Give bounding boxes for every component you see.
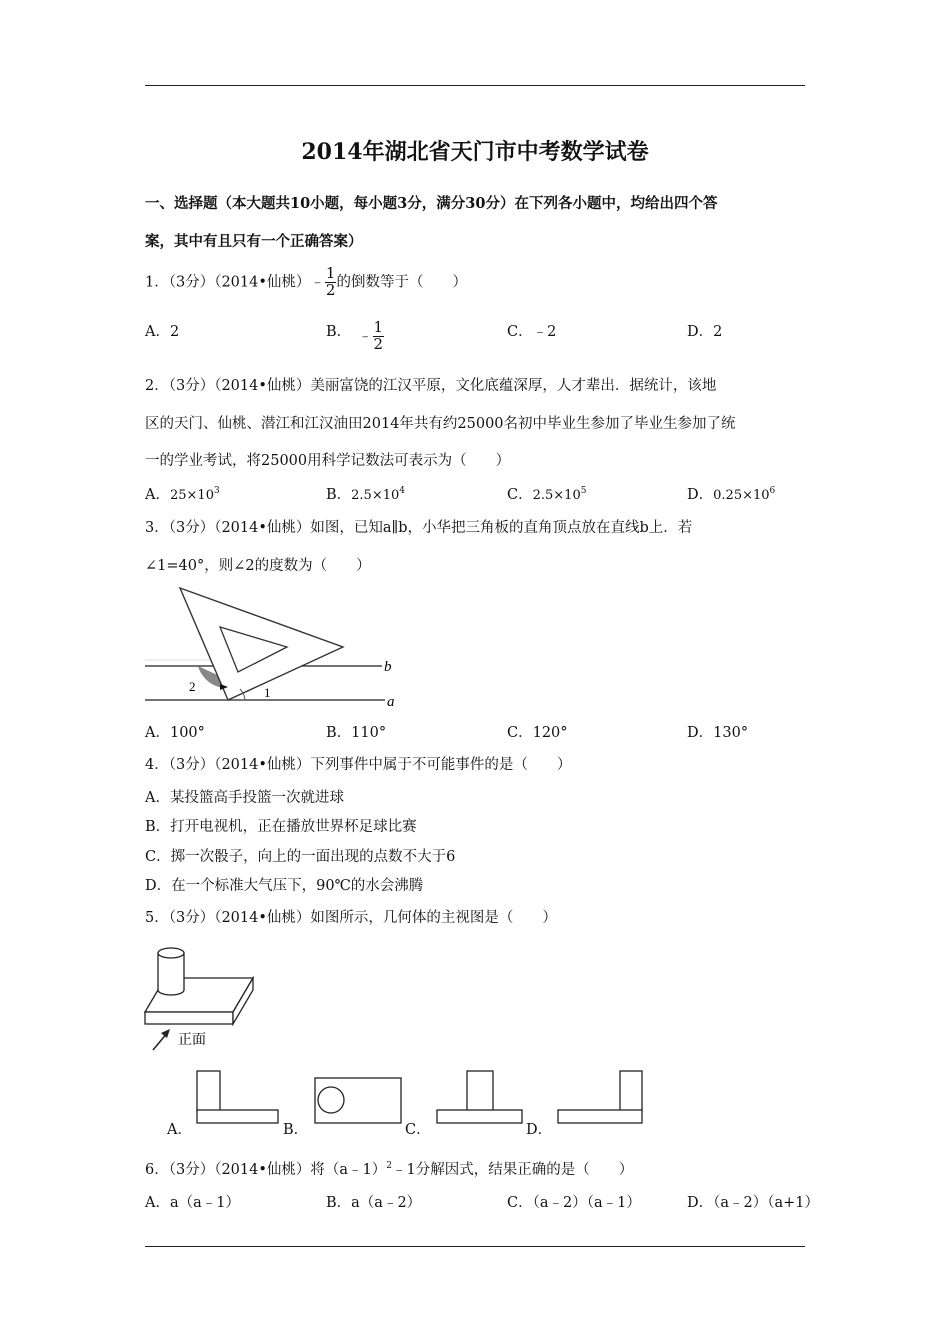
question-3-line-2: ∠1=40°，则∠2的度数为（ ） — [145, 558, 371, 574]
q6-option-c: C．（a﹣2）（a﹣1） — [507, 1195, 641, 1211]
q5-option-b: B． — [283, 1122, 309, 1138]
q5-option-c: C． — [405, 1122, 431, 1138]
q4-option-a: A．某投篮高手投篮一次就进球 — [145, 790, 344, 806]
q5-figure-b — [314, 1077, 404, 1127]
question-3-line-1: 3．（3分）（2014•仙桃）如图，已知a∥b，小华把三角板的直角顶点放在直线b上．若 — [145, 520, 693, 536]
header-rule — [145, 85, 805, 86]
q2-option-c: C．$2.5\times 10^5$ — [507, 486, 587, 503]
q6-option-b: B．a（a﹣2） — [326, 1195, 422, 1211]
page-title: 2014年湖北省天门市中考数学试卷 — [301, 139, 649, 165]
solid-figure — [140, 940, 270, 1055]
q3-option-c: C．120° — [507, 725, 568, 741]
q6-option-d: D．（a﹣2）（a+1） — [687, 1195, 820, 1211]
fraction: $\frac{1}{2}$ — [325, 264, 336, 299]
question-2-line-2: 区的天门、仙桃、潜江和江汉油田2014年共有约25000名初中毕业生参加了毕业生参加了统 — [145, 416, 736, 432]
q1-option-a: A．2 — [145, 324, 180, 340]
label-b: b — [384, 659, 392, 675]
section-heading: 一、选择题（本大题共10小题，每小题3分，满分30分）在下列各小题中，均给出四个答 — [145, 195, 718, 212]
footer-rule — [145, 1246, 805, 1247]
q2-option-d: D．$0.25\times 10^6$ — [687, 486, 776, 503]
q5-figure-c — [436, 1070, 526, 1125]
q3-option-b: B．110° — [326, 725, 387, 741]
question-5: 5．（3分）（2014•仙桃）如图所示，几何体的主视图是（ ） — [145, 910, 557, 926]
q4-option-c: C．掷一次骰子，向上的一面出现的点数不大于6 — [145, 849, 456, 865]
question-6: 6．（3分）（2014•仙桃）将（a﹣1）$^2$﹣1分解因式，结果正确的是（ ） — [145, 1161, 634, 1178]
q2-option-a: A．$25\times 10^3$ — [145, 486, 220, 503]
q1-option-b: B． — [326, 324, 352, 340]
q1-option-c: C．﹣2 — [507, 324, 557, 340]
q2-option-b: B．$2.5\times 10^4$ — [326, 486, 405, 503]
question-1: 1．（3分）（2014•仙桃）﹣ $\frac{1}{2}$ 的倒数等于（ ） — [145, 264, 467, 299]
question-4: 4．（3分）（2014•仙桃）下列事件中属于不可能事件的是（ ） — [145, 757, 572, 773]
q5-option-a: A． — [167, 1122, 192, 1138]
q5-figure-d — [557, 1070, 647, 1125]
q3-option-d: D．130° — [687, 725, 749, 741]
q6-option-a: A．a（a﹣1） — [145, 1195, 240, 1211]
fraction: $\frac{1}{2}$ — [373, 318, 384, 353]
question-2-line-3: 一的学业考试，将25000用科学记数法可表示为（ ） — [145, 453, 511, 469]
triangle-ruler-figure — [140, 580, 410, 715]
label-angle-2: 2 — [189, 679, 196, 694]
label-a: a — [387, 694, 395, 710]
q1-option-d: D．2 — [687, 324, 723, 340]
q5-figure-a — [196, 1070, 281, 1125]
label-angle-1: 1 — [264, 685, 271, 700]
section-heading-cont: 案，其中有且只有一个正确答案） — [145, 233, 363, 250]
q4-option-b: B．打开电视机，正在播放世界杯足球比赛 — [145, 819, 417, 835]
q1-option-b-value: ﹣ $\frac{1}{2}$ — [358, 318, 384, 353]
q3-option-a: A．100° — [145, 725, 205, 741]
q5-option-d: D． — [526, 1122, 553, 1138]
question-2-line-1: 2．（3分）（2014•仙桃）美丽富饶的江汉平原，文化底蕴深厚，人才辈出．据统计，该地 — [145, 378, 717, 394]
q4-option-d: D．在一个标准大气压下，90℃的水会沸腾 — [145, 878, 424, 894]
front-label: 正面 — [178, 1032, 206, 1048]
